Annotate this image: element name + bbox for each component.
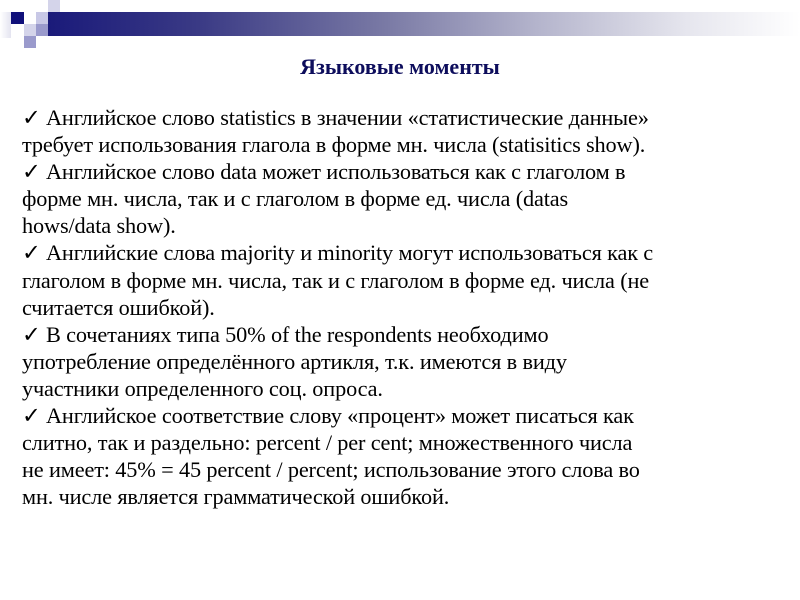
bullet-majority-line-3: считается ошибкой). bbox=[22, 294, 215, 320]
bullet-data-line-2: форме мн. числа, так и с глаголом в форме ед. числа (datas bbox=[22, 186, 569, 212]
decor-square bbox=[0, 12, 11, 38]
decor-square bbox=[24, 36, 36, 48]
decor-square bbox=[24, 24, 36, 36]
header-gradient-bar bbox=[48, 12, 800, 36]
bullet-article-line-1: ✓ В сочетаниях типа 50% of the respondents необходимо bbox=[22, 321, 549, 347]
bullet-data-line-1: ✓ Английское слово data может использоваться как с глаголом в bbox=[22, 159, 626, 185]
bullet-majority-line-2: глаголом в форме мн. числа, так и с глаголом в форме ед. числа (не bbox=[22, 267, 649, 293]
bullet-statistics-line-2: требует использования глагола в форме мн. числа (statisitics show). bbox=[22, 132, 646, 158]
bullet-majority-line-1: ✓ Английские слова majority и minority могут использоваться как с bbox=[22, 240, 654, 266]
bullet-percent-line-2: слитно, так и раздельно: percent / per cent; множественного числа bbox=[22, 430, 633, 456]
decor-square bbox=[36, 24, 48, 36]
decor-square bbox=[36, 12, 48, 24]
header-decoration bbox=[0, 0, 800, 50]
decor-square bbox=[11, 12, 24, 24]
slide-title: Языковые моменты bbox=[300, 54, 500, 79]
bullet-article-line-2: употребление определённого артикля, т.к. имеются в виду bbox=[22, 348, 567, 374]
bullet-data-line-3: hows/data show). bbox=[22, 213, 176, 239]
decor-square bbox=[48, 0, 60, 12]
bullet-percent-line-3: не имеет: 45% = 45 percent / percent; использование этого слова во bbox=[22, 457, 640, 483]
bullet-percent-line-4: мн. числе является грамматической ошибкой. bbox=[22, 484, 450, 510]
bullet-article-line-3: участники определенного соц. опроса. bbox=[22, 375, 383, 401]
bullet-percent-line-1: ✓ Английское соответствие слову «процент» может писаться как bbox=[22, 403, 634, 429]
slide-body bbox=[22, 104, 797, 510]
bullet-statistics-line-1: ✓ Английское слово statistics в значении «статистические данные» bbox=[22, 105, 649, 130]
